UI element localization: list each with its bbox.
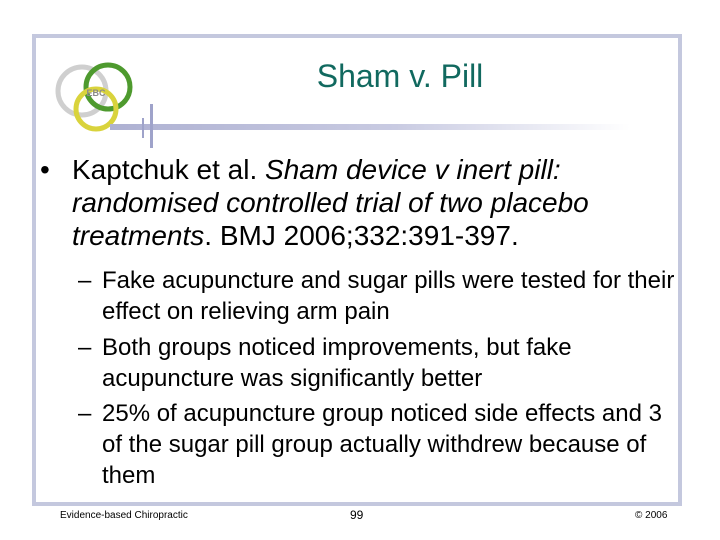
title-rule-vertical [150, 104, 153, 148]
citation-source: . BMJ 2006;332:391-397. [204, 220, 519, 251]
sub-bullet-text: 25% of acupuncture group noticed side effects and 3 of the sugar pill group actually withdrew because of them [102, 400, 662, 489]
logo-text: EBC [86, 88, 106, 98]
footer-left: Evidence-based Chiropractic [60, 510, 188, 521]
citation-title: Sham device v inert pill: randomised controlled trial of two placebo treatments [72, 154, 589, 251]
sub-bullet-dash: – [78, 267, 92, 294]
citation-authors: Kaptchuk et al. [72, 154, 266, 185]
title-rule-horizontal [110, 124, 630, 130]
bullet-dot: • [40, 154, 50, 185]
sub-bullet-text: Both groups noticed improvements, but fake acupuncture was significantly better [102, 334, 572, 392]
slide-title: Sham v. Pill [316, 58, 484, 94]
title-rule-vertical-short [142, 118, 144, 138]
footer-copyright: © 2006 [635, 510, 668, 521]
page-number: 99 [350, 508, 364, 522]
sub-bullet-dash: – [78, 400, 92, 427]
main-bullet-text [72, 153, 672, 252]
sub-bullet-text: Fake acupuncture and sugar pills were tested for their effect on relieving arm pain [102, 267, 675, 325]
sub-bullet-dash: – [78, 334, 92, 361]
